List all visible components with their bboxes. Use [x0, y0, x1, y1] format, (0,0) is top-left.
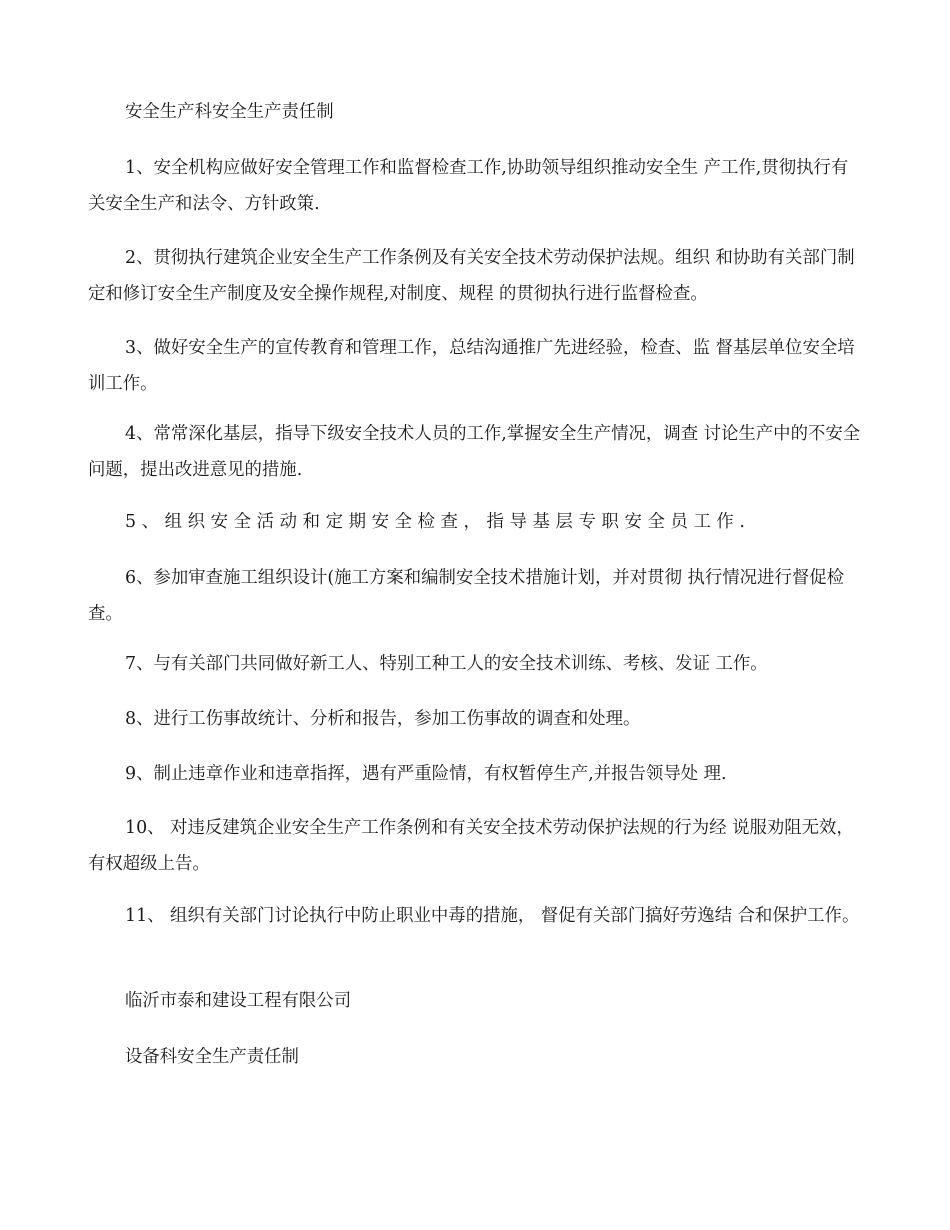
- list-item: 8、进行工伤事故统计、分析和报告，参加工伤事故的调查和处理。: [125, 709, 641, 729]
- list-item: 4、常常深化基层，指导下级安全技术人员的工作,掌握安全生产情况，调查 讨论生产中的不安全问题，提出改进意见的措施.: [88, 424, 861, 480]
- list-item: 3、做好安全生产的宣传教育和管理工作，总结沟通推广先进经验，检查、监 督基层单位安全培训工作。: [88, 338, 855, 394]
- company-name: 临沂市泰和建设工程有限公司: [125, 991, 352, 1011]
- next-section-title: 设备科安全生产责任制: [125, 1047, 299, 1067]
- list-item: 10、 对违反建筑企业安全生产工作条例和有关安全技术劳动保护法规的行为经 说服劝阻无效，有权超级上告。: [88, 818, 854, 874]
- list-item: 11、 组织有关部门讨论执行中防止职业中毒的措施， 督促有关部门搞好劳逸结 合和保护工作。: [125, 906, 860, 926]
- list-item: 7、与有关部门共同做好新工人、特别工种工人的安全技术训练、考核、发证 工作。: [125, 654, 768, 674]
- list-item: 6、参加审查施工组织设计(施工方案和编制安全技术措施计划，并对贯彻 执行情况进行督促检查。: [88, 568, 845, 624]
- list-item: 1、安全机构应做好安全管理工作和监督检查工作,协助领导组织推动安全生 产工作,贯彻执行有关安全生产和法令、方针政策.: [88, 158, 849, 214]
- list-item: 2、贯彻执行建筑企业安全生产工作条例及有关安全技术劳动保护法规。组织 和协助有关部门制定和修订安全生产制度及安全操作规程,对制度、规程 的贯彻执行进行监督检查。: [88, 248, 855, 304]
- list-item: 9、制止违章作业和违章指挥，遇有严重险情，有权暂停生产,并报告领导处 理.: [125, 764, 727, 784]
- section-title: 安全生产科安全生产责任制: [125, 102, 334, 122]
- list-item: 5、组织安全活动和定期安全检查，指导基层专职安全员工作.: [125, 512, 751, 532]
